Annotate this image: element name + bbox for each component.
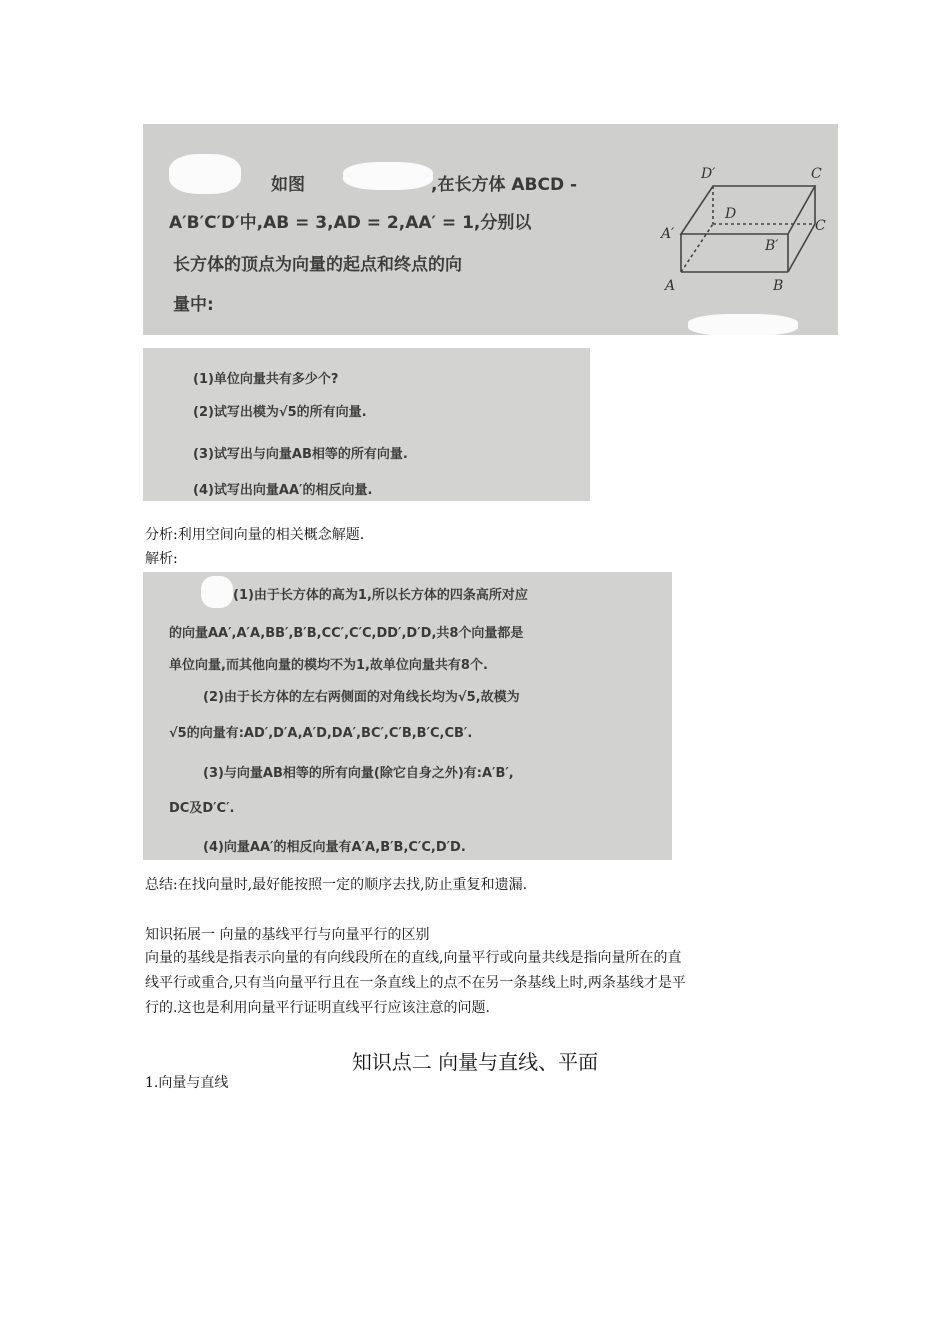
solution-line: √5的向量有:AD′,D′A,A′D,DA′,BC′,C′B,B′C,CB′.	[169, 726, 473, 741]
solution-line: (1)由于长方体的高为1,所以长方体的四条高所对应	[233, 588, 528, 603]
solution-line: (4)向量AA′的相反向量有A′A,B′B,C′C,D′D.	[203, 840, 466, 855]
problem-text-line: A′B′C′D′中,AB = 3,AD = 2,AA′ = 1,分别以	[169, 213, 532, 233]
solution-label: 解析:	[145, 551, 178, 567]
extension-title: 知识拓展一 向量的基线平行与向量平行的区别	[145, 927, 430, 943]
label-b-prime: B′	[765, 238, 779, 254]
problem-scan-image	[143, 124, 838, 335]
problem-text-line: ,在长方体 ABCD -	[431, 175, 578, 195]
cuboid-figure	[143, 124, 838, 335]
label-c: C	[815, 218, 826, 234]
solution-line: DC及D′C′.	[169, 801, 235, 816]
extension-body-line: 向量的基线是指表示向量的有向线段所在的直线,向量平行或向量共线是指向量所在的直	[145, 950, 682, 966]
label-a-prime: A′	[661, 226, 675, 242]
extension-body-line: 线平行或重合,只有当向量平行且在一条直线上的点不在另一条基线上时,两条基线才是平	[145, 975, 686, 991]
problem-text-line: 量中:	[173, 295, 214, 315]
subsection-title: 1.向量与直线	[145, 1075, 229, 1091]
question-1: (1)单位向量共有多少个?	[193, 372, 339, 387]
extension-body-line: 行的.这也是利用向量平行证明直线平行应该注意的问题.	[145, 1000, 490, 1016]
question-4: (4)试写出向量AA′的相反向量.	[193, 483, 373, 498]
label-a: A	[665, 278, 676, 294]
analysis-text: 分析:利用空间向量的相关概念解题.	[145, 527, 365, 543]
solution-line: 的向量AA′,A′A,BB′,B′B,CC′,C′C,DD′,D′D,共8个向量都是	[169, 626, 524, 641]
problem-text-line: 如图	[271, 175, 305, 195]
solution-scan-image	[143, 572, 672, 860]
section-heading: 知识点二 向量与直线、平面	[351, 1050, 599, 1074]
label-d: D	[725, 206, 737, 222]
solution-line: (3)与向量AB相等的所有向量(除它自身之外)有:A′B′,	[203, 766, 514, 781]
problem-text-line: 长方体的顶点为向量的起点和终点的向	[173, 255, 462, 275]
solution-line: (2)由于长方体的左右两侧面的对角线长均为√5,故模为	[203, 690, 520, 705]
redaction-mark	[201, 576, 233, 608]
question-2: (2)试写出模为√5的所有向量.	[193, 405, 367, 420]
label-d-prime: D′	[701, 166, 716, 182]
summary-text: 总结:在找向量时,最好能按照一定的顺序去找,防止重复和遗漏.	[145, 877, 528, 893]
label-b: B	[773, 278, 784, 294]
label-c: C	[811, 166, 822, 182]
question-3: (3)试写出与向量AB相等的所有向量.	[193, 447, 408, 462]
solution-line: 单位向量,而其他向量的模均不为1,故单位向量共有8个.	[169, 658, 488, 673]
questions-scan-image	[143, 348, 590, 501]
